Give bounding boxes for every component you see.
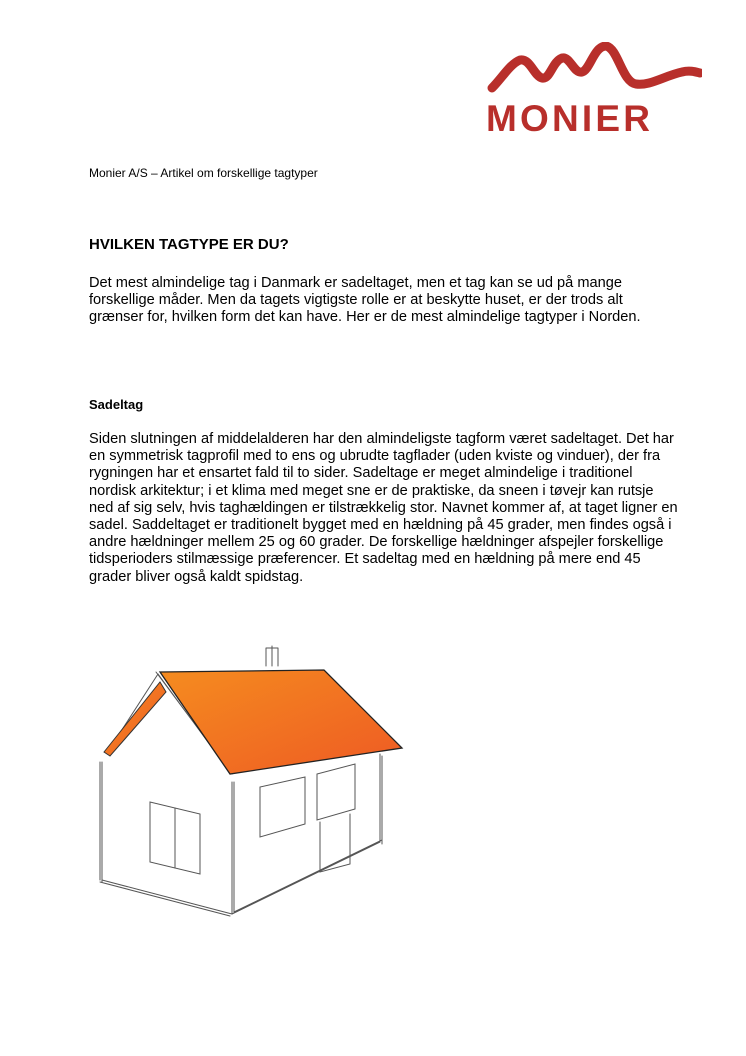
logo-wave-icon [486, 42, 702, 102]
monier-logo [486, 42, 702, 142]
intro-paragraph: Det mest almindelige tag i Danmark er sadeltaget, men et tag kan se ud på mange forskellige måder. Men da tagets vigtigste rolle er at beskytte huset, er der trods alt grænser for, hvilken form det kan have. Her er de mest almindelige tagtyper i Norden. [89, 275, 641, 326]
page-title: HVILKEN TAGTYPE ER DU? [89, 236, 289, 253]
section-body-paragraph: Siden slutningen af middelalderen har den almindeligste tagform været sadeltaget. Det har en symmetrisk tagprofil med to ens og ubrudte tagflader (uden kviste og vinduer), der fra rygningen har et ensartet fald til to sider. Sadeltage er meget almindelige i traditionel nordisk arkitektur; i et klima med meget sne er de praktiske, da sneen i tøvejr kan rutsje ned af sig selv, hvis taghældingen er tilstrækkelig stor. Navnet kommer af, at taget ligner en sadel. Saddeltaget er traditionelt bygget med en hældning på 45 grader, men findes også i andre hældninger mellem 25 og 60 grader. De forskellige hældninger afspejler forskellige tidsperioders stilmæssige præferencer. Et sadeltag med en hældning på mere end 45 grader bliver også kaldt spidstag. [89, 431, 678, 585]
document-subtitle: Monier A/S – Artikel om forskellige tagtyper [89, 166, 318, 180]
logo-wordmark: MONIER [486, 98, 654, 139]
house-illustration [80, 632, 425, 917]
gable-roof-house-icon [80, 632, 425, 917]
section-title: Sadeltag [89, 397, 144, 412]
